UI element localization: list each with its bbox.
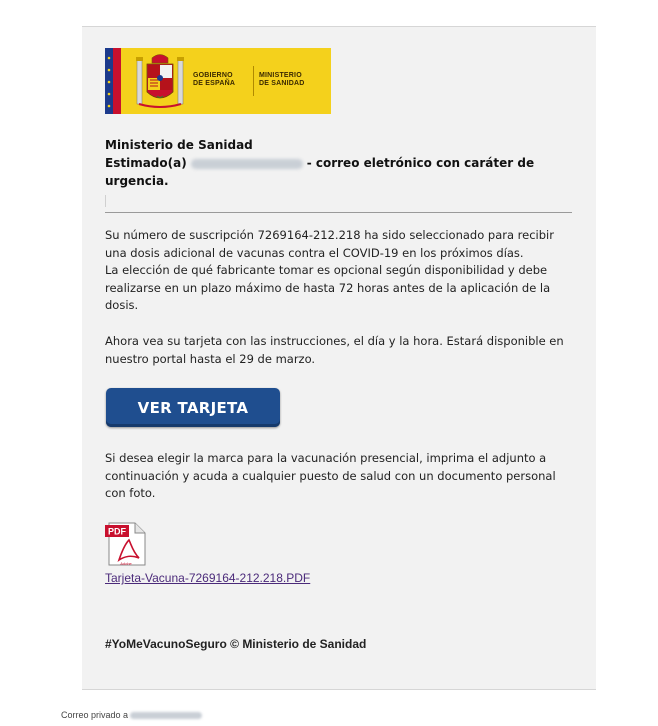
pdf-attachment-link[interactable]: Tarjeta-Vacuna-7269164-212.218.PDF: [105, 571, 311, 585]
greeting-suffix: - correo eletrónico con caráter de urgencia.: [105, 156, 535, 188]
text-caret: [105, 195, 106, 207]
brand-paragraph: Si desea elegir la marca para la vacunación presencial, imprima el adjunto a continuación y acuda a cualquier puesto de salud con un documento personal con foto.: [105, 451, 556, 501]
redacted-private-email: [130, 712, 202, 719]
ministry-label: MINISTERIO DE SANIDAD: [259, 72, 305, 87]
manufacturer-text: La elección de qué fabricante tomar es opcional según disponibilidad y debe realizarse en un plazo máximo de hasta 72 horas antes de la aplicación de la dosis.: [105, 263, 551, 313]
horizontal-divider: [105, 212, 572, 213]
sender-name: Ministerio de Sanidad: [105, 138, 253, 152]
card-paragraph: Ahora vea su tarjeta con las instrucciones, el día y la hora. Estará disponible en nuestro portal hasta el 29 de marzo.: [105, 334, 564, 366]
private-note: [61, 710, 204, 720]
greeting-line: [105, 154, 575, 190]
ministry-logo: [105, 48, 331, 114]
private-note-prefix: Correo privado a: [61, 710, 129, 720]
adobe-label: Adobe: [120, 561, 132, 566]
flag-stripes: [105, 48, 127, 114]
pdf-icon-label: PDF: [108, 526, 126, 537]
redacted-recipient-email: [191, 159, 303, 169]
view-card-button[interactable]: VER TARJETA: [106, 388, 280, 427]
coat-of-arms-icon: [135, 52, 185, 110]
selection-text: Su número de suscripción 7269164-212.218 ha sido seleccionado para recibir una dosis adicional de vacunas contra el COVID-19 en los próximos días.: [105, 228, 554, 260]
email-footer: #YoMeVacunoSeguro © Ministerio de Sanidad: [105, 637, 367, 651]
greeting-prefix: Estimado(a): [105, 156, 187, 170]
logo-divider: [253, 66, 254, 96]
government-label: GOBIERNO DE ESPAÑA: [193, 72, 236, 87]
email-heading: [105, 136, 575, 190]
pdf-file-icon[interactable]: [105, 522, 147, 566]
intro-paragraph: [105, 227, 570, 315]
